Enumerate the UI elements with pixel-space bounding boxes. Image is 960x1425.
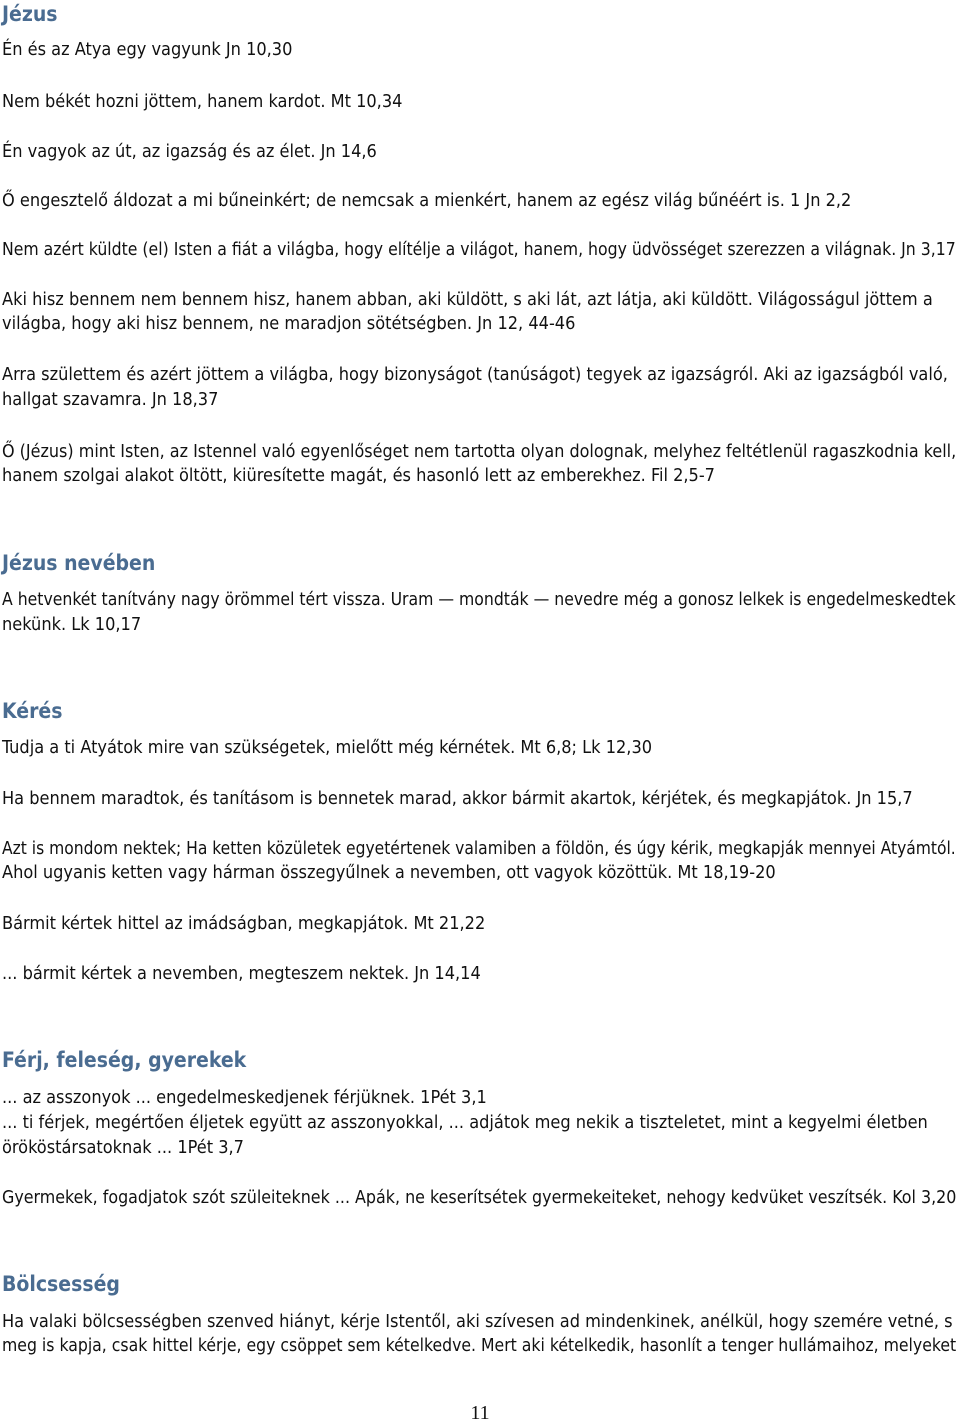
text-line: meg is kapja, csak hittel kérje, egy csöppet sem kételkedve. Mert aki kételkedik, hasonlít a tenger hullámaihoz, melyeket (2, 1335, 957, 1356)
page-number: 11 (470, 1402, 490, 1424)
text-line: Bármit kértek hittel az imádságban, megkapjátok. Mt 21,22 (2, 913, 486, 934)
text-line: A hetvenkét tanítvány nagy örömmel tért vissza. Uram — mondták — nevedre még a gonosz lelkek is engedelmeskedtek (2, 589, 956, 610)
text-line: hanem szolgai alakot öltött, kiüresítette magát, és hasonló lett az emberekhez. Fil 2,5-7 (2, 465, 715, 486)
text-line: hallgat szavamra. Jn 18,37 (2, 389, 219, 410)
text-line: Azt is mondom nektek; Ha ketten közületek egyetértenek valamiben a földön, és úgy kérik, megkapják mennyei Atyámtól. (2, 838, 956, 859)
section-heading-ferj-feleseg-gyerekek: Férj, feleség, gyerekek (2, 1048, 247, 1072)
text-line: ... az asszonyok ... engedelmeskedjenek férjüknek. 1Pét 3,1 (2, 1087, 487, 1108)
text-line: Ha bennem maradtok, és tanításom is bennetek marad, akkor bármit akartok, kérjétek, és megkapjátok. Jn 15,7 (2, 788, 913, 809)
text-line: Aki hisz bennem nem bennem hisz, hanem abban, aki küldött, s aki lát, azt látja, aki küldött. Világosságul jöttem a (2, 289, 933, 310)
section-heading-jezus-neveben: Jézus nevében (2, 551, 156, 575)
section-heading-keres: Kérés (2, 699, 63, 723)
text-line: örököstársatoknak ... 1Pét 3,7 (2, 1137, 244, 1158)
text-line: Ő (Jézus) mint Isten, az Istennel való egyenlőséget nem tartotta olyan dolognak, melyhez feltétlenül ragaszkodnia kell, (2, 441, 957, 462)
text-line: Tudja a ti Atyátok mire van szükségetek, mielőtt még kérnétek. Mt 6,8; Lk 12,30 (2, 737, 653, 758)
text-line: Ha valaki bölcsességben szenved hiányt, kérje Istentől, aki szívesen ad mindenkinek, anélkül, hogy szemére vetné, s (2, 1311, 953, 1332)
section-heading-jezus: Jézus (2, 2, 58, 26)
text-line: ... ti férjek, megértően éljetek együtt az asszonyokkal, ... adjátok meg nekik a tiszteletet, mint a kegyelmi életben (2, 1112, 928, 1133)
text-line: világba, hogy aki hisz bennem, ne maradjon sötétségben. Jn 12, 44-46 (2, 313, 576, 334)
text-line: Arra születtem és azért jöttem a világba, hogy bizonyságot (tanúságot) tegyek az igazságról. Aki az igazságból való, (2, 364, 948, 385)
text-line: Ahol ugyanis ketten vagy hárman összegyűlnek a nevemben, ott vagyok közöttük. Mt 18,19-20 (2, 862, 776, 883)
text-line: Én vagyok az út, az igazság és az élet. Jn 14,6 (2, 141, 377, 162)
text-line: Nem békét hozni jöttem, hanem kardot. Mt 10,34 (2, 91, 403, 112)
section-heading-bolcsesseg: Bölcsesség (2, 1272, 120, 1296)
text-line: Ő engesztelő áldozat a mi bűneinkért; de nemcsak a mienkért, hanem az egész világ bűnéért is. 1 Jn 2,2 (2, 190, 852, 211)
text-line: Gyermekek, fogadjatok szót szüleiteknek ... Apák, ne keserítsétek gyermekeiteket, nehogy kedvüket veszítsék. Kol 3,20 (2, 1187, 957, 1208)
text-line: Nem azért küldte (el) Isten a fiát a világba, hogy elítélje a világot, hanem, hogy üdvösséget szerezzen a világnak. Jn 3,17 (2, 239, 956, 260)
text-line: nekünk. Lk 10,17 (2, 614, 142, 635)
text-line: Én és az Atya egy vagyunk Jn 10,30 (2, 39, 293, 60)
text-line: ... bármit kértek a nevemben, megteszem nektek. Jn 14,14 (2, 963, 481, 984)
